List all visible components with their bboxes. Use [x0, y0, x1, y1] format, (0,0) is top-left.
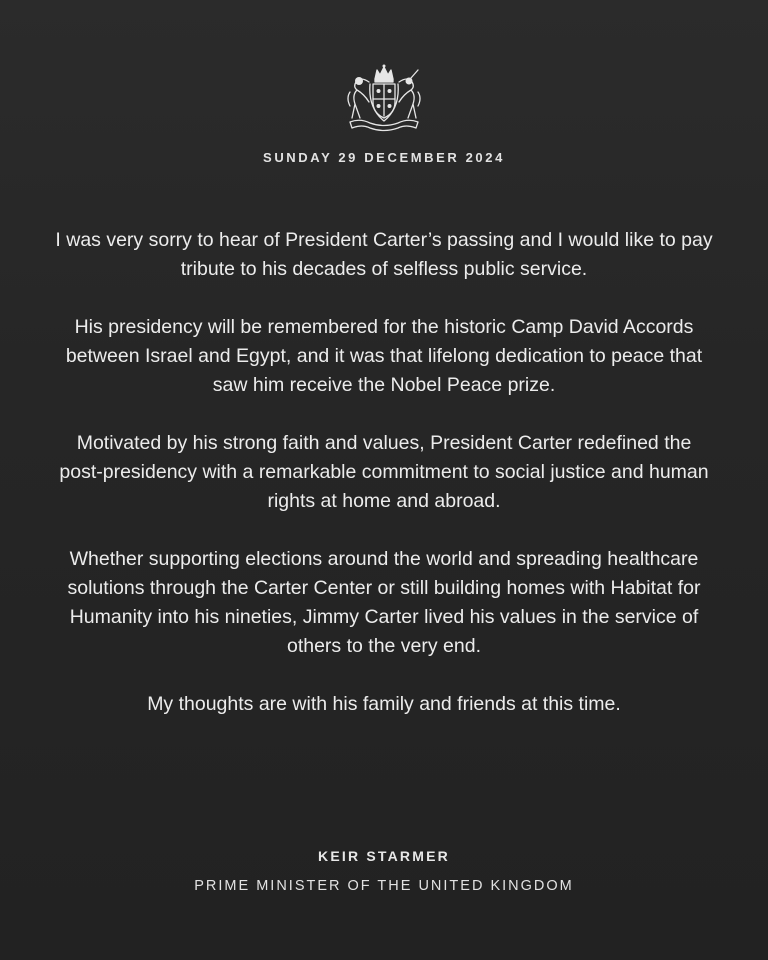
statement-paragraph: I was very sorry to hear of President Carter’s passing and I would like to pay tribute to his decades of selfless public service.: [55, 229, 713, 280]
signatory-title: PRIME MINISTER OF THE UNITED KINGDOM: [194, 878, 574, 894]
statement-body: [54, 226, 714, 748]
statement-paragraph: His presidency will be remembered for the historic Camp David Accords between Israel and Egypt, and it was that lifelong dedication to peace that saw him receive the Nobel Peace prize.: [65, 316, 703, 396]
statement-date: SUNDAY 29 DECEMBER 2024: [263, 150, 505, 165]
statement-paragraph: My thoughts are with his family and friends at this time.: [147, 693, 621, 715]
signatory-name: KEIR STARMER: [318, 848, 450, 864]
statement-paragraph: Motivated by his strong faith and values, President Carter redefined the post-presidency with a remarkable commitment to social justice and human rights at home and abroad.: [59, 432, 709, 512]
statement-paragraph: Whether supporting elections around the world and spreading healthcare solutions through the Carter Center or still building homes with Habitat for Humanity into his nineties, Jimmy Carter lived his values in the service of others to the very end.: [67, 548, 701, 657]
royal-coat-of-arms-icon: [338, 62, 430, 134]
